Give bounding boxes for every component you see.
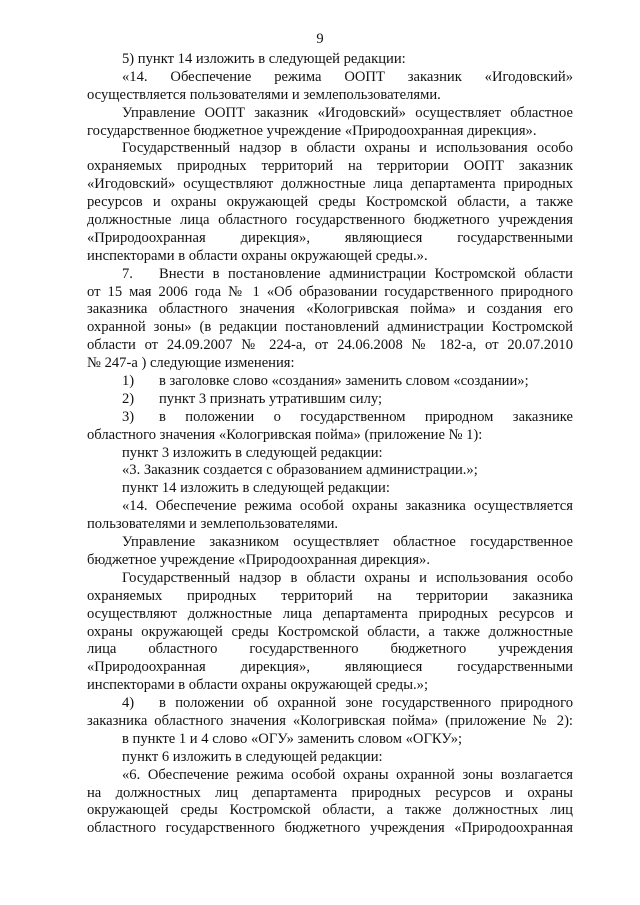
document-body [87, 51, 573, 838]
item-number: 4) [122, 695, 135, 712]
text-line: «14. Обеспечение режима ООПТ заказник «Игодовский» [122, 68, 573, 85]
text-line: № 247-а ) следующие изменения: [87, 355, 295, 372]
text-line: лица областного государственного бюджетного учреждения [87, 641, 573, 658]
text-line: «Природоохранная дирекция», являющиеся государственными [87, 229, 573, 246]
text-line: пользователями и землепользователями. [87, 516, 339, 533]
item-text: в положении об охранной зоне государственного природного [159, 695, 573, 712]
text-line: должностные лица областного государственного бюджетного учреждения [87, 212, 573, 229]
text-line: осуществляется пользователями и землепользователями. [87, 86, 441, 103]
item-number: 2) [122, 390, 135, 407]
text-line: Управление заказником осуществляет областное государственное [122, 534, 573, 551]
text-line: инспекторами в области охраны окружающей среды.»; [87, 677, 428, 694]
text-line: заказника областного значения «Кологривская пойма» (приложение № 2): [87, 712, 573, 729]
numbered-line [87, 695, 573, 713]
text-line: пункт 6 изложить в следующей редакции: [122, 748, 383, 765]
text-line: пункт 3 изложить в следующей редакции: [122, 444, 383, 461]
text-line: бюджетное учреждение «Природоохранная дирекция». [87, 551, 430, 568]
text-line: инспекторами в области охраны окружающей среды.». [87, 247, 428, 264]
item-text: в заголовке слово «создания» заменить словом «создании»; [159, 373, 529, 390]
numbered-line [87, 409, 573, 427]
numbered-line [87, 391, 573, 409]
text-line: ресурсов и охраны окружающей среды Костромской области, а также [87, 194, 573, 211]
text-line: 5) пункт 14 изложить в следующей редакции: [122, 51, 406, 67]
text-line: охраны окружающей среды Костромской области, а также должностные [87, 623, 573, 640]
text-line: Государственный надзор в области охраны и использования особо [122, 569, 573, 586]
numbered-line [87, 373, 573, 391]
text-line: охраняемых природных территорий на территории ООПТ заказник [87, 158, 573, 175]
text-line: «Природоохранная дирекция», являющиеся государственными [87, 659, 573, 676]
text-line: охраняемых природных территорий на территории заказника [87, 587, 573, 604]
text-line: охранной зоны» (в редакции постановлений администрации Костромской [87, 319, 573, 336]
text-line: в пункте 1 и 4 слово «ОГУ» заменить словом «ОГКУ»; [122, 730, 463, 747]
text-line: областного значения «Кологривская пойма» (приложение № 1): [87, 426, 483, 443]
text-line: окружающей среды Костромской области, а также должностных лиц [87, 802, 573, 819]
item-number: 1) [122, 373, 135, 390]
text-line: государственное бюджетное учреждение «Природоохранная дирекция». [87, 122, 537, 139]
text-line: «Игодовский» осуществляют должностные лица департамента природных [87, 176, 573, 193]
text-line: пункт 14 изложить в следующей редакции: [122, 480, 390, 497]
text-line: на должностных лиц департамента природных ресурсов и охраны [87, 784, 573, 801]
text-line: от 15 мая 2006 года № 1 «Об образовании государственного природного [87, 283, 573, 300]
text-line: областного государственного бюджетного учреждения «Природоохранная [87, 820, 573, 837]
text-line: «3. Заказник создается с образованием администрации.»; [122, 462, 478, 479]
item-text: в положении о государственном природном заказнике [159, 408, 573, 425]
text-line: Управление ООПТ заказник «Игодовский» осуществляет областное [122, 104, 573, 121]
item-text: пункт 3 признать утратившим силу; [159, 390, 383, 407]
text-line: «6. Обеспечение режима особой охраны охранной зоны возлагается [122, 766, 573, 783]
numbered-line [87, 266, 573, 284]
text-line: «14. Обеспечение режима особой охраны заказника осуществляется [122, 498, 573, 515]
item-number: 3) [122, 408, 135, 425]
page-number: 9 [316, 31, 324, 47]
text-line: области от 24.09.2007 № 224-а, от 24.06.2008 № 182-а, от 20.07.2010 [87, 337, 573, 354]
text-line: осуществляют должностные лица департамента природных ресурсов и [87, 605, 573, 622]
item-number: 7. [122, 265, 133, 282]
text-line: Государственный надзор в области охраны и использования особо [122, 140, 573, 157]
text-line: заказника областного значения «Кологривская пойма» и создания его [87, 301, 573, 318]
item-text: Внести в постановление администрации Костромской области [159, 265, 573, 282]
